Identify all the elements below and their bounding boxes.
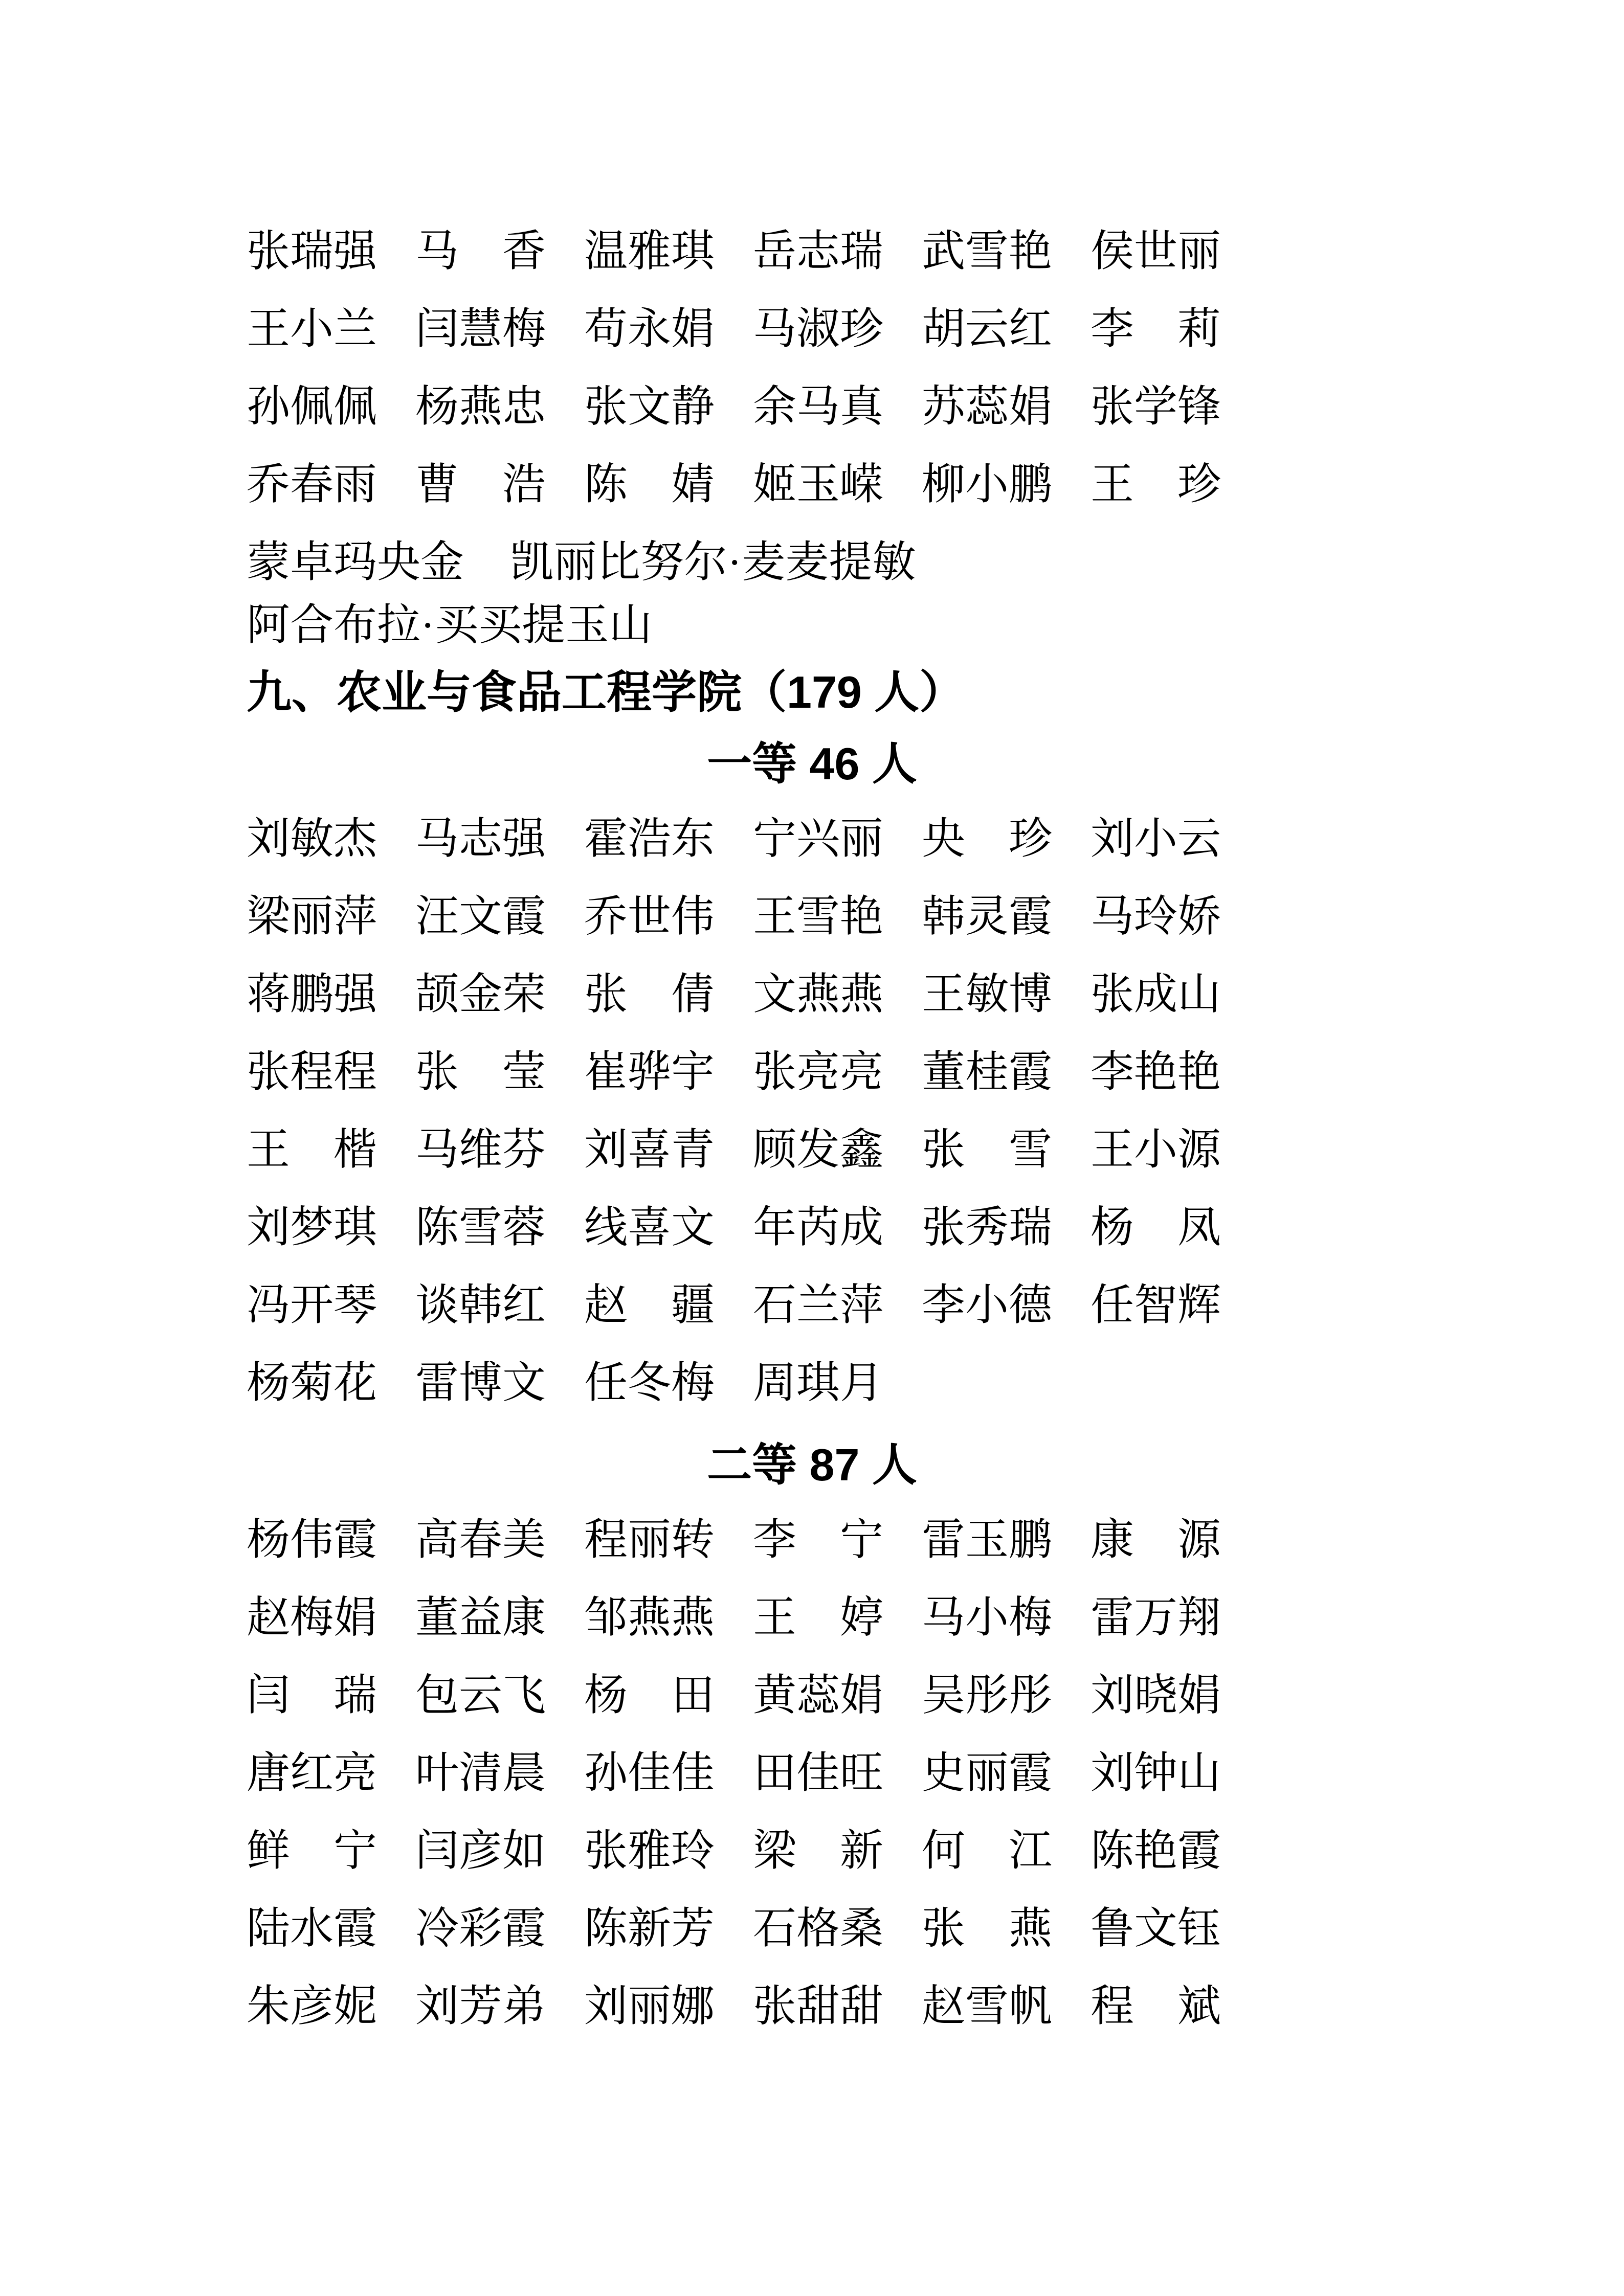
- student-name: 李 宁: [753, 1516, 884, 1564]
- student-name: 何 江: [922, 1827, 1053, 1875]
- name-row: [247, 815, 1624, 863]
- carryover-name-grid: [0, 230, 1624, 507]
- student-name: 王小兰: [247, 305, 377, 353]
- name-row: [247, 383, 1624, 431]
- student-name: 年芮成: [753, 1204, 884, 1252]
- student-name: 邹燕燕: [584, 1594, 715, 1642]
- student-name: 石兰萍: [753, 1281, 884, 1330]
- student-name: 王敏博: [922, 971, 1053, 1019]
- student-name: 余马真: [753, 383, 884, 431]
- student-name: 康 源: [1091, 1516, 1221, 1564]
- student-name: 张成山: [1091, 971, 1221, 1019]
- student-name: 韩灵霞: [922, 893, 1053, 941]
- student-name: 冯开琴: [247, 1281, 377, 1330]
- student-name: 任智辉: [1091, 1281, 1221, 1330]
- student-name: 雷玉鹏: [922, 1516, 1053, 1564]
- student-name: 唐红亮: [247, 1749, 377, 1797]
- student-name: 陈艳霞: [1091, 1827, 1221, 1875]
- student-name: 张亮亮: [753, 1048, 884, 1096]
- student-name: 冷彩霞: [415, 1905, 546, 1953]
- student-name: 杨 田: [584, 1672, 715, 1720]
- name-row: [247, 230, 1624, 274]
- student-name: 张程程: [247, 1048, 377, 1096]
- student-name: 赵梅娟: [247, 1594, 377, 1642]
- student-name: 王 婷: [753, 1594, 884, 1642]
- student-name: 李艳艳: [1091, 1048, 1221, 1096]
- name-row: [247, 1907, 1624, 1951]
- student-name: 孙佩佩: [247, 383, 377, 431]
- name-row: [247, 305, 1624, 353]
- student-name: 陈 婧: [584, 461, 715, 509]
- student-name: 张文静: [584, 383, 715, 431]
- student-name: 张学锋: [1091, 383, 1221, 431]
- student-name: 张 莹: [415, 1048, 546, 1096]
- student-name: 刘敏杰: [247, 815, 377, 863]
- student-name: 刘喜青: [584, 1126, 715, 1174]
- student-name: 周琪月: [753, 1359, 884, 1407]
- student-name: 宁兴丽: [753, 815, 884, 863]
- student-name: 乔春雨: [247, 461, 377, 509]
- student-name: 曹 浩: [415, 461, 546, 509]
- student-name: 闫彦如: [415, 1827, 546, 1875]
- student-name: 高春美: [415, 1516, 546, 1564]
- name-row: [247, 1281, 1624, 1330]
- student-name: 赵 疆: [584, 1281, 715, 1330]
- student-name: 顾发鑫: [753, 1126, 884, 1174]
- student-name: 霍浩东: [584, 815, 715, 863]
- student-name: 刘晓娟: [1091, 1672, 1221, 1720]
- name-row: [247, 895, 1624, 939]
- name-row: [247, 538, 1624, 587]
- student-name: 史丽霞: [922, 1749, 1053, 1797]
- student-name: 苏蕊娟: [922, 383, 1053, 431]
- student-name: 梁丽萍: [247, 893, 377, 941]
- student-name: 陈新芳: [584, 1905, 715, 1953]
- student-name: 王小源: [1091, 1126, 1221, 1174]
- student-name: 刘梦琪: [247, 1204, 377, 1252]
- student-name: 张 倩: [584, 971, 715, 1019]
- student-name: 雷博文: [415, 1359, 546, 1407]
- name-row: [247, 973, 1624, 1017]
- student-name: 张 燕: [922, 1905, 1053, 1953]
- tier1-name-grid: [0, 815, 1624, 1407]
- student-name: 马玲娇: [1091, 893, 1221, 941]
- student-name: 乔世伟: [584, 893, 715, 941]
- name-row: [247, 1359, 1624, 1407]
- student-name: 马小梅: [922, 1594, 1053, 1642]
- student-name: 任冬梅: [584, 1359, 715, 1407]
- tier2-name-grid: [0, 1516, 1624, 2031]
- student-name: 雷万翔: [1091, 1594, 1221, 1642]
- student-name: 陈雪蓉: [415, 1204, 546, 1252]
- name-row: [247, 1827, 1624, 1875]
- name-row: [247, 1749, 1624, 1797]
- student-name: 张瑞强: [247, 228, 377, 276]
- student-name: 陆水霞: [247, 1905, 377, 1953]
- student-name: 侯世丽: [1091, 228, 1221, 276]
- student-name: 赵雪帆: [922, 1983, 1053, 2031]
- student-name: 谈韩红: [415, 1281, 546, 1330]
- student-name: 闫慧梅: [415, 305, 546, 353]
- student-name: 张雅玲: [584, 1827, 715, 1875]
- student-name: 梁 新: [753, 1827, 884, 1875]
- student-name: 程丽转: [584, 1516, 715, 1564]
- name-row: [247, 1985, 1624, 2029]
- student-name: 杨 凤: [1091, 1204, 1221, 1252]
- name-row: [247, 1596, 1624, 1640]
- name-row: [247, 1516, 1624, 1564]
- tier2-heading: 二等 87 人: [707, 1439, 917, 1490]
- student-name: 张甜甜: [753, 1983, 884, 2031]
- student-name: 柳小鹏: [922, 461, 1053, 509]
- student-name: 孙佳佳: [584, 1749, 715, 1797]
- student-name: 汪文霞: [415, 893, 546, 941]
- student-name: 马 香: [415, 228, 546, 276]
- student-name: 胡云红: [922, 305, 1053, 353]
- student-name: 王 楷: [247, 1126, 377, 1174]
- student-name: 王 珍: [1091, 461, 1221, 509]
- student-name: 刘芳弟: [415, 1983, 546, 2031]
- student-name: 王雪艳: [753, 893, 884, 941]
- name-row: [247, 601, 1624, 649]
- student-name: 杨伟霞: [247, 1516, 377, 1564]
- name-row: [247, 1048, 1624, 1096]
- student-name: 田佳旺: [753, 1749, 884, 1797]
- section-heading: 九、农业与食品工程学院（179 人）: [247, 667, 965, 717]
- student-name: 闫 瑞: [247, 1672, 377, 1720]
- student-name: 姬玉嵘: [753, 461, 884, 509]
- student-name: 温雅琪: [584, 228, 715, 276]
- student-name: 叶清晨: [415, 1749, 546, 1797]
- student-name: 武雪艳: [922, 228, 1053, 276]
- student-name: 杨菊花: [247, 1359, 377, 1407]
- student-name: 颉金荣: [415, 971, 546, 1019]
- name-row: [247, 1126, 1624, 1174]
- student-name: 程 斌: [1091, 1983, 1221, 2031]
- student-name: 张秀瑞: [922, 1204, 1053, 1252]
- student-name: 刘丽娜: [584, 1983, 715, 2031]
- student-name: 文燕燕: [753, 971, 884, 1019]
- student-name: 崔骅宇: [584, 1048, 715, 1096]
- student-name: 蒙卓玛央金: [247, 538, 464, 587]
- student-name: 阿合布拉·买买提玉山: [247, 601, 653, 649]
- tier1-heading: 一等 46 人: [707, 738, 917, 789]
- student-name: 黄蕊娟: [753, 1672, 884, 1720]
- student-name: 张 雪: [922, 1126, 1053, 1174]
- student-name: 凯丽比努尔·麦麦提敏: [510, 538, 916, 587]
- student-name: 鲁文钰: [1091, 1905, 1221, 1953]
- carryover-long-name-grid: [0, 538, 1624, 649]
- student-name: 马维芬: [415, 1126, 546, 1174]
- name-row: [247, 1674, 1624, 1718]
- student-name: 蒋鹏强: [247, 971, 377, 1019]
- student-name: 马志强: [415, 815, 546, 863]
- student-name: 李小德: [922, 1281, 1053, 1330]
- student-name: 线喜文: [584, 1204, 715, 1252]
- student-name: 杨燕忠: [415, 383, 546, 431]
- student-name: 苟永娟: [584, 305, 715, 353]
- student-name: 央 珍: [922, 815, 1053, 863]
- student-name: 吴彤彤: [922, 1672, 1053, 1720]
- name-row: [247, 1206, 1624, 1250]
- student-name: 马淑珍: [753, 305, 884, 353]
- student-name: 董益康: [415, 1594, 546, 1642]
- student-name: 刘小云: [1091, 815, 1221, 863]
- student-name: 刘钟山: [1091, 1749, 1221, 1797]
- name-row: [247, 463, 1624, 507]
- student-name: 石格桑: [753, 1905, 884, 1953]
- student-name: 董桂霞: [922, 1048, 1053, 1096]
- student-name: 包云飞: [415, 1672, 546, 1720]
- student-name: 鲜 宁: [247, 1827, 377, 1875]
- student-name: 朱彦妮: [247, 1983, 377, 2031]
- student-name: 李 莉: [1091, 305, 1221, 353]
- student-name: 岳志瑞: [753, 228, 884, 276]
